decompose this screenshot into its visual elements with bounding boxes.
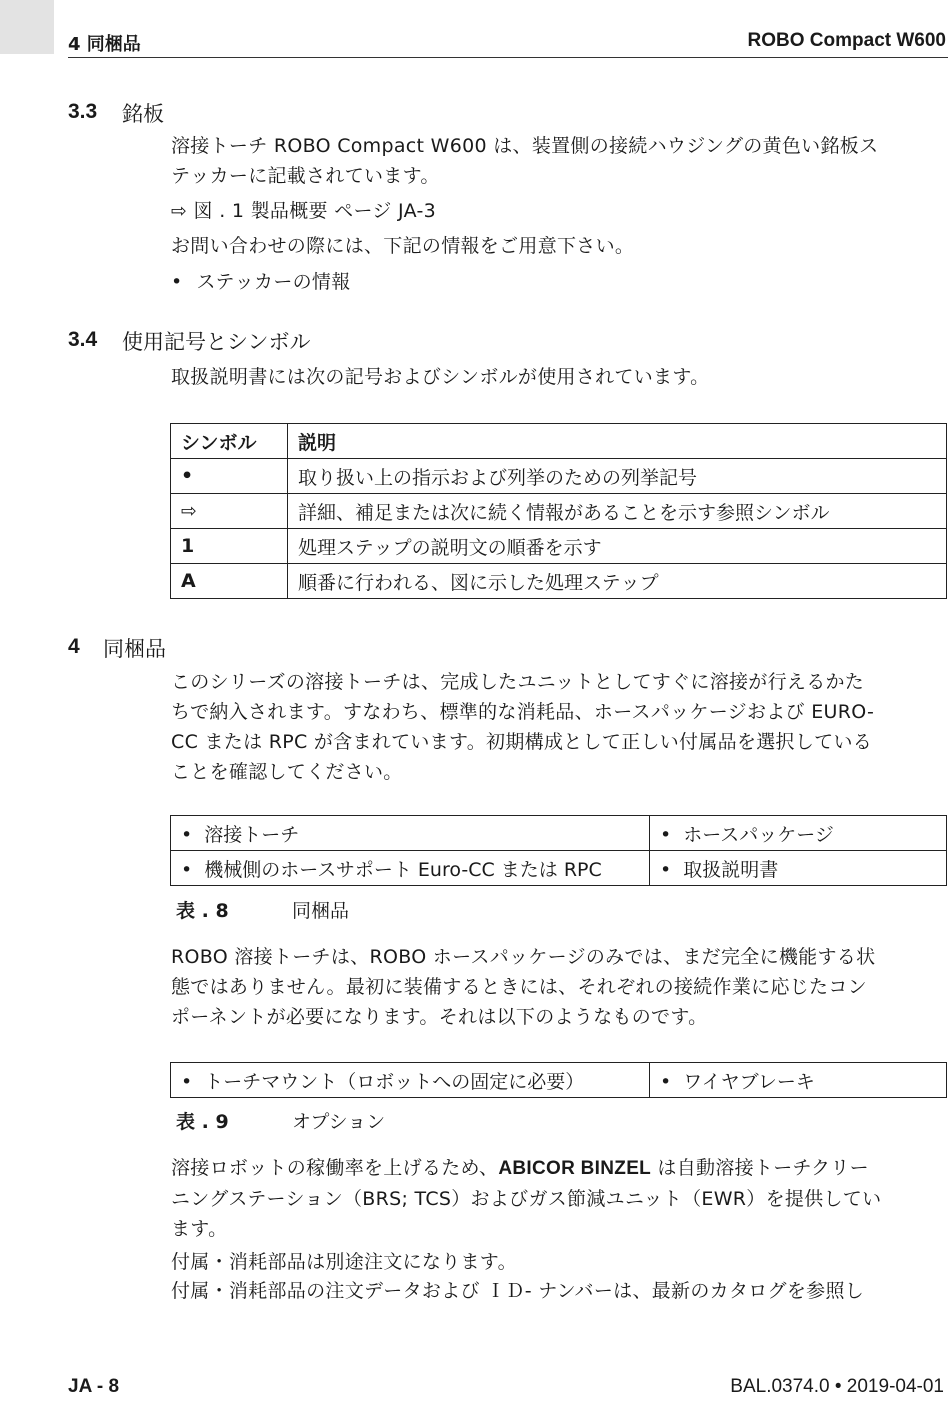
column-header-description: 説明: [288, 424, 947, 459]
options-table: [170, 1062, 947, 1098]
symbol-cell: •: [171, 459, 288, 494]
text-line: ことを確認してください。: [171, 761, 403, 783]
description-cell: 詳細、補足または次に続く情報があることを示す参照シンボル: [288, 494, 947, 529]
table-cell: • トーチマウント（ロボットへの固定に必要）: [171, 1063, 650, 1098]
description-cell: 取り扱い上の指示および列挙のための列挙記号: [288, 459, 947, 494]
list-item: [171, 267, 943, 297]
section-3-3-title: 銘板: [122, 102, 164, 126]
section-4-number: 4: [68, 635, 80, 658]
table-row: [171, 529, 947, 564]
table-header-row: [171, 424, 947, 459]
table-row: [171, 851, 947, 886]
table-9-caption-text: オプション: [292, 1111, 386, 1133]
section-4-paragraph-2: [171, 942, 943, 1032]
included-items-table: [170, 815, 947, 886]
text-line: 溶接トーチ ROBO Compact W600 は、装置側の接続ハウジングの黄色い銘板ス: [171, 135, 879, 157]
table-row: [171, 816, 947, 851]
text-line: ちで納入されます。すなわち、標準的な消耗品、ホースパッケージおよび EURO-: [171, 701, 875, 723]
table-row: [171, 564, 947, 599]
description-cell: 順番に行われる、図に示した処理ステップ: [288, 564, 947, 599]
table-cell: • ワイヤブレーキ: [650, 1063, 947, 1098]
section-4-paragraph: [171, 667, 943, 787]
section-4-title: 同梱品: [103, 637, 166, 661]
table-row: [171, 1063, 947, 1098]
symbol-cell: 1: [171, 529, 288, 564]
section-3-4-intro: 取扱説明書には次の記号およびシンボルが使用されています。: [171, 366, 710, 388]
symbol-cell: A: [171, 564, 288, 599]
description-cell: 処理ステップの説明文の順番を示す: [288, 529, 947, 564]
text-line: ニングステーション（BRS; TCS）およびガス節減ユニット（EWR）を提供してい: [171, 1188, 882, 1210]
table-cell: • 機械側のホースサポート Euro-CC または RPC: [171, 851, 650, 886]
text-line: ます。: [171, 1218, 228, 1240]
header-rule: [68, 57, 948, 58]
table-cell: • ホースパッケージ: [650, 816, 947, 851]
section-3-3-info: お問い合わせの際には、下記の情報をご用意下さい。: [171, 235, 635, 257]
document-id: BAL.0374.0 • 2019-04-01: [730, 1376, 944, 1397]
text-line: 溶接ロボットの稼働率を上げるため、ABICOR BINZEL は自動溶接トーチクリー: [171, 1157, 869, 1179]
section-4-paragraph-5: 付属・消耗部品の注文データおよび ＩＤ- ナンバーは、最新のカタログを参照し: [171, 1280, 865, 1302]
table-row: [171, 459, 947, 494]
table-9-caption-number: 表 . 9: [176, 1111, 229, 1133]
text-line: ROBO 溶接トーチは、ROBO ホースパッケージのみでは、まだ完全に機能する状: [171, 946, 876, 968]
corner-tab: [0, 0, 54, 54]
table-8-caption-text: 同梱品: [292, 900, 350, 922]
brand-name: ABICOR BINZEL: [498, 1158, 652, 1179]
symbol-cell: ⇨: [171, 494, 288, 529]
section-3-4-number: 3.4: [68, 328, 98, 351]
list-item-text: • ステッカーの情報: [171, 271, 351, 293]
section-4-paragraph-4: 付属・消耗部品は別途注文になります。: [171, 1251, 517, 1273]
text-line: このシリーズの溶接トーチは、完成したユニットとしてすぐに溶接が行えるかた: [171, 671, 865, 693]
table-cell: • 溶接トーチ: [171, 816, 650, 851]
column-header-symbol: シンボル: [171, 424, 288, 459]
page-number: JA - 8: [68, 1376, 120, 1397]
section-3-4-title: 使用記号とシンボル: [122, 330, 311, 354]
symbols-table: [170, 423, 947, 599]
table-8-caption-number: 表 . 8: [176, 900, 229, 922]
text-line: 態ではありません。最初に装備するときには、それぞれの接続作業に応じたコン: [171, 976, 867, 998]
table-row: [171, 494, 947, 529]
section-3-3-paragraph: [171, 131, 943, 191]
figure-reference-link[interactable]: ⇨ 図 . 1 製品概要 ページ JA-3: [171, 200, 436, 222]
header-product: ROBO Compact W600: [747, 30, 946, 51]
section-4-paragraph-3: [171, 1153, 943, 1244]
text-line: ポーネントが必要になります。それは以下のようなものです。: [171, 1006, 708, 1028]
text-line: CC または RPC が含まれています。初期構成として正しい付属品を選択している: [171, 731, 873, 753]
section-3-3-number: 3.3: [68, 100, 98, 123]
table-cell: • 取扱説明書: [650, 851, 947, 886]
header-section: 4 同梱品: [68, 34, 141, 55]
text-line: テッカーに記載されています。: [171, 165, 440, 187]
